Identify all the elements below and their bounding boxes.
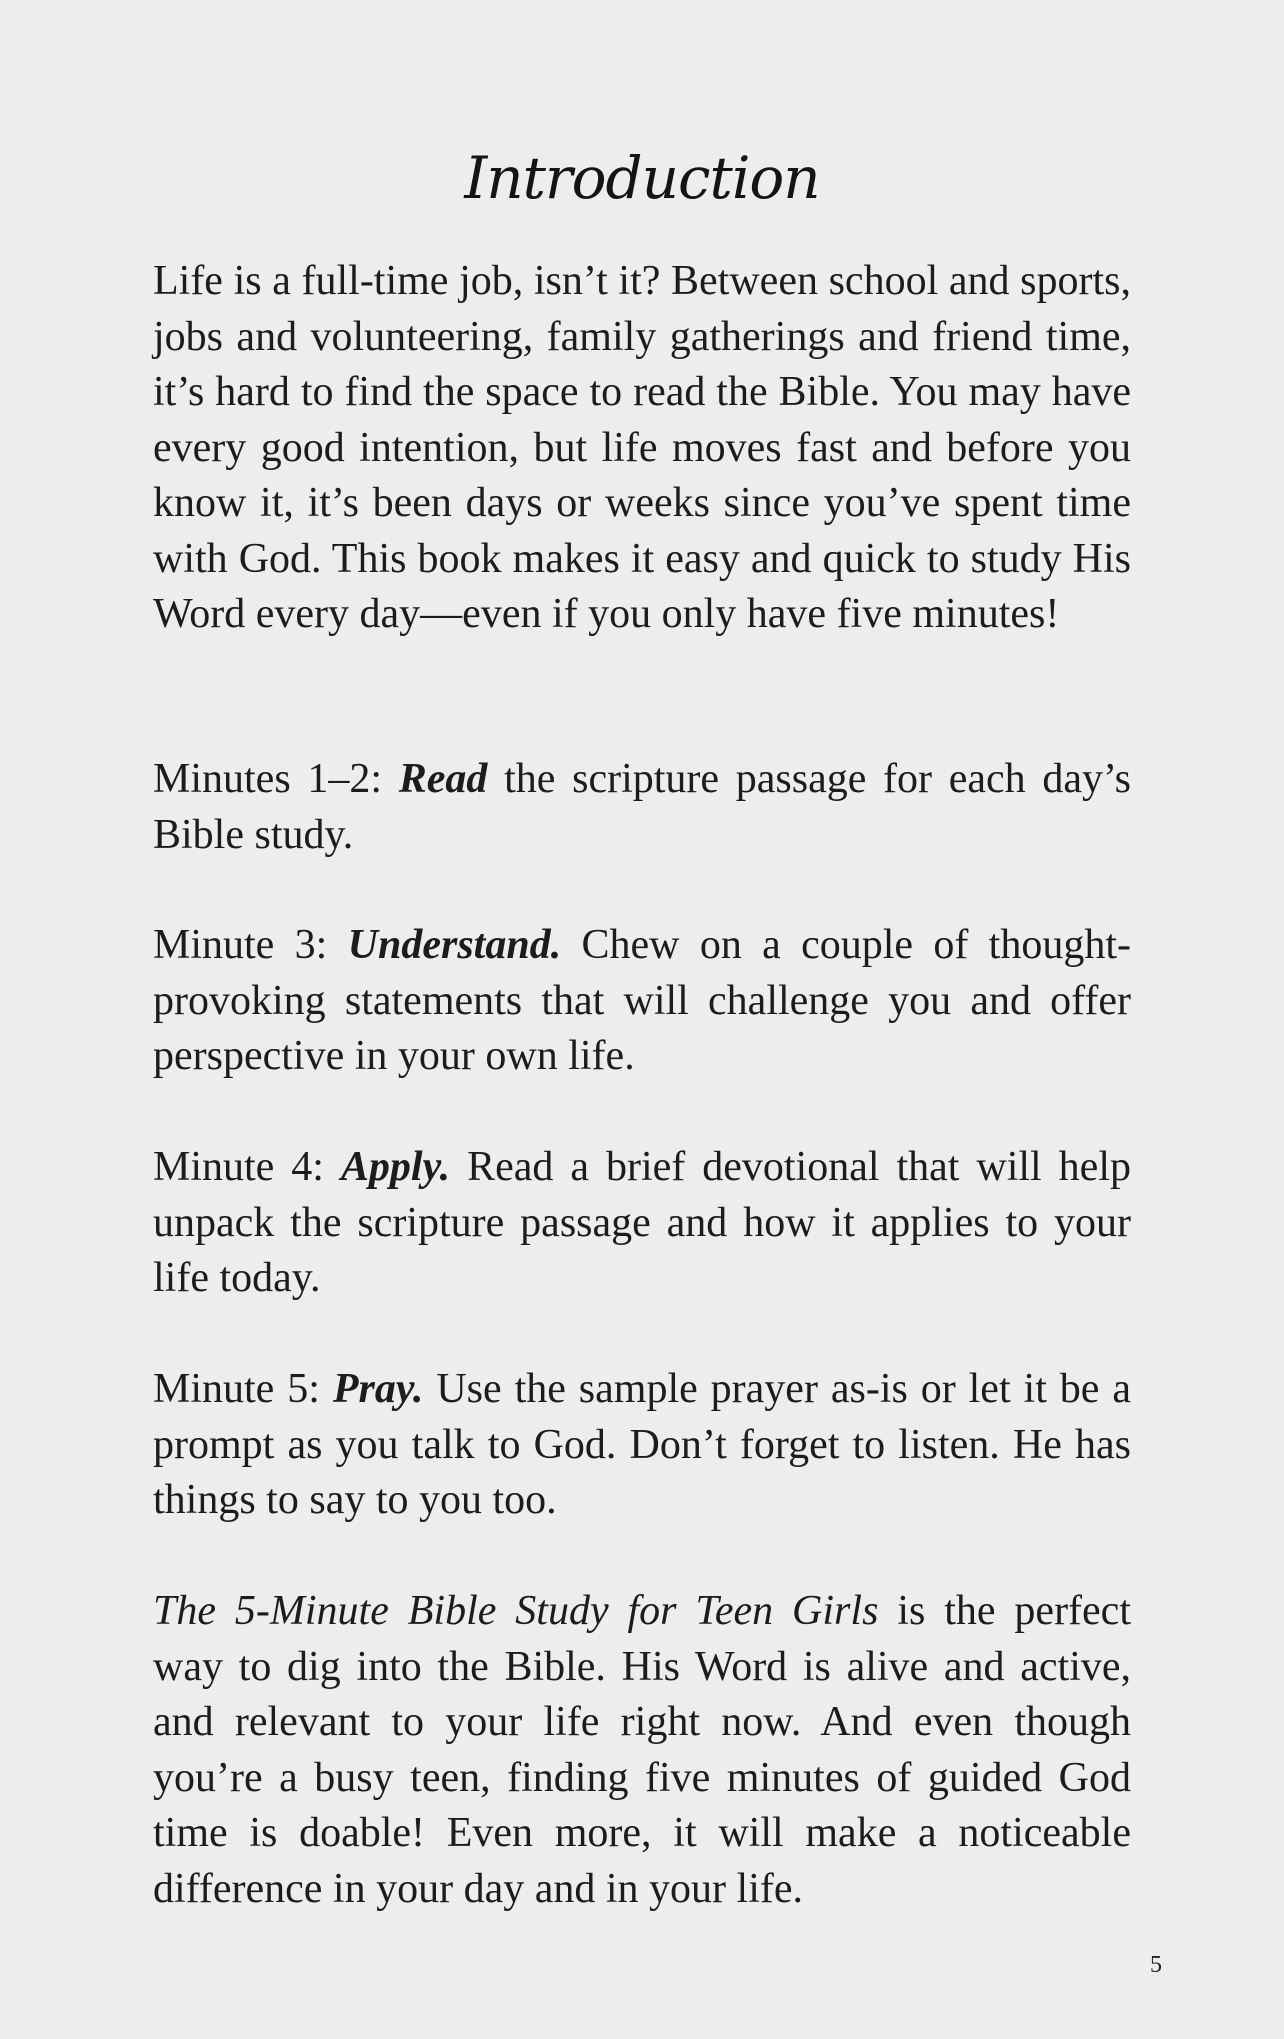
closing-paragraph [153, 1584, 1131, 1917]
step-understand-prefix: Minute 3: [153, 922, 348, 968]
page-number: 5 [1150, 1952, 1162, 1978]
closing-text: is the perfect way to dig into the Bible. His Word is alive and active, and relevant to your life right now. And even though you’re a busy teen, finding five minutes of guided God time is doable! Even more, it will make a noticeable difference in your day and in your life. [153, 1588, 1131, 1912]
step-pray-prefix: Minute 5: [153, 1366, 333, 1412]
step-pray-text: Use the sample prayer as-is or let it be a prompt as you talk to God. Don’t forget to listen. He has things to say to you too. [153, 1366, 1131, 1523]
step-apply-keyword: Apply. [340, 1144, 451, 1190]
step-apply-paragraph [153, 1140, 1131, 1307]
step-read-keyword: Read [398, 756, 488, 802]
step-apply-text: Read a brief devotional that will help unpack the scripture passage and how it applies to your life today. [153, 1144, 1131, 1301]
step-understand-keyword: Understand. [347, 922, 562, 968]
step-pray-paragraph [153, 1362, 1131, 1529]
step-understand-text: Chew on a couple of thought-provoking statements that will challenge you and offer perspective in your own life. [153, 922, 1132, 1079]
page-title: Introduction [464, 144, 820, 212]
step-read-text: the scripture passage for each day’s Bible study. [153, 756, 1131, 858]
step-apply-prefix: Minute 4: [153, 1144, 341, 1190]
book-title: The 5-Minute Bible Study for Teen Girls [153, 1588, 879, 1634]
intro-paragraph: Life is a full-time job, isn’t it? Between school and sports, jobs and volunteering, family gatherings and friend time, it’s hard to find the space to read the Bible. You may have every good intention, but life moves fast and before you know it, it’s been days or weeks since you’ve spent time with God. This book makes it easy and quick to study His Word every day—even if you only have five minutes! [153, 258, 1131, 637]
step-understand-paragraph [153, 918, 1131, 1085]
step-read-paragraph [153, 752, 1131, 863]
step-read-prefix: Minutes 1–2: [153, 756, 399, 802]
step-pray-keyword: Pray. [332, 1366, 424, 1412]
